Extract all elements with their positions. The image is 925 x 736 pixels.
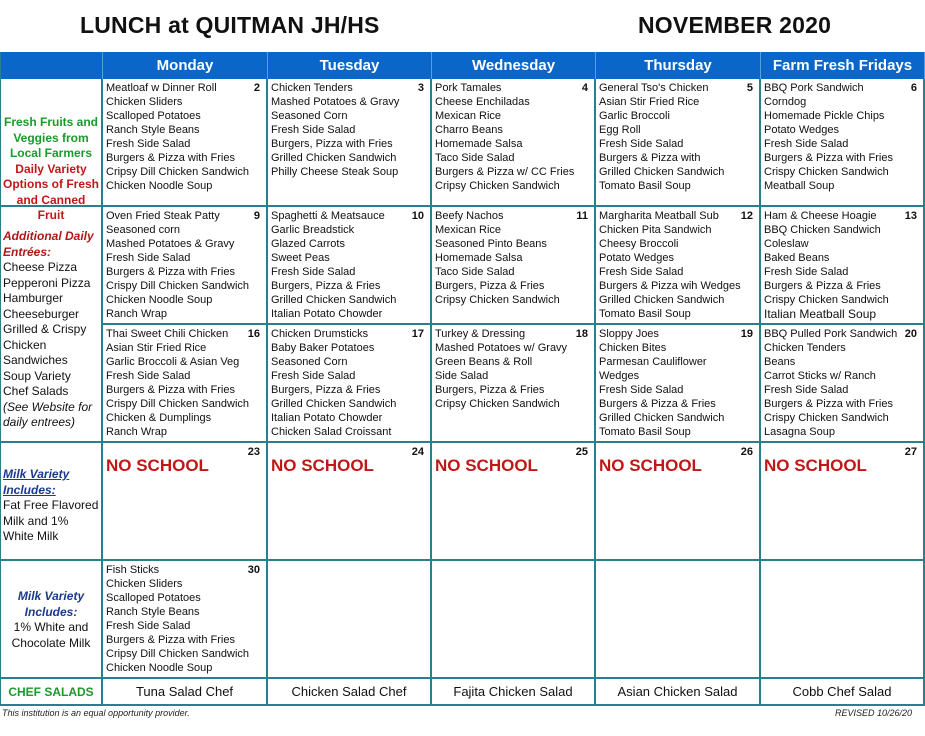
menu-item: Homemade Salsa: [435, 138, 523, 150]
fruits-variety-text: Daily Variety Options of Fresh and Canned Fruit: [3, 161, 99, 222]
milk-title-2: Milk Variety Includes:: [17, 589, 85, 619]
menu-item: Potato Wedges: [764, 124, 840, 136]
day-header-thursday: Thursday: [596, 52, 761, 79]
month-title: NOVEMBER 2020: [638, 12, 832, 38]
menu-item: Charro Beans: [435, 124, 503, 136]
date-number: 18: [575, 328, 588, 340]
menu-item: Crispy Dill Chicken Sandwich: [106, 398, 250, 410]
date-number: 5: [746, 82, 753, 94]
day-cell-monday: [103, 79, 268, 207]
day-cell-wednesday: [432, 561, 596, 679]
menu-item: Burgers & Pizza with: [599, 152, 701, 164]
milk-text-1: Fat Free Flavored Milk and 1% White Milk: [3, 498, 99, 543]
menu-item: Burgers, Pizza & Fries: [435, 384, 545, 396]
day-cell-friday: [761, 207, 925, 325]
menu-item: Cripsy Chicken Sandwich: [435, 294, 560, 306]
date-number: 3: [417, 82, 424, 94]
menu-item: Corndog: [764, 96, 807, 108]
menu-item: Crispy Chicken Sandwich: [764, 166, 889, 178]
day-cell-tuesday: [268, 561, 432, 679]
menu-item: Sloppy Joes: [599, 328, 659, 340]
menu-item: Egg Roll: [599, 124, 641, 136]
menu-item: Fresh Side Salad: [599, 138, 684, 150]
side-fruits-note: [1, 79, 103, 222]
menu-item: BBQ Pork Sandwich: [764, 82, 864, 94]
chef-salad-thursday: Asian Chicken Salad: [596, 679, 761, 706]
menu-item: Italian Potato Chowder: [271, 308, 383, 320]
menu-item: Burgers, Pizza with Fries: [271, 138, 393, 150]
menu-item: Meatball Soup: [764, 180, 835, 192]
menu-item: Chicken Bites: [599, 342, 667, 354]
menu-item: Crispy Chicken Sandwich: [764, 412, 889, 424]
side-milk-note-2: [1, 561, 103, 679]
menu-item: Turkey & Dressing: [435, 328, 526, 340]
menu-item: Chicken Sliders: [106, 96, 183, 108]
day-cell-wednesday: [432, 325, 596, 443]
menu-item: Tomato Basil Soup: [599, 180, 691, 192]
menu-item: Fresh Side Salad: [271, 266, 356, 278]
day-cell-friday: [761, 443, 925, 561]
menu-item: Mexican Rice: [435, 110, 502, 122]
entree-item: Pepperoni Pizza: [3, 275, 91, 290]
menu-item: Chicken Tenders: [764, 342, 846, 354]
date-number: 6: [910, 82, 917, 94]
entree-item: Grilled & Crispy Chicken Sandwiches: [3, 322, 87, 367]
menu-item: General Tso's Chicken: [599, 82, 709, 94]
chef-salad-wednesday: Fajita Chicken Salad: [432, 679, 596, 706]
header-corner: [1, 52, 103, 79]
menu-item: Coleslaw: [764, 238, 809, 250]
no-school-label: NO SCHOOL: [271, 456, 374, 475]
menu-item: Mashed Potatoes w/ Gravy: [435, 342, 568, 354]
menu-item: Cripsy Dill Chicken Sandwich: [106, 648, 250, 660]
menu-item: Ranch Style Beans: [106, 606, 200, 618]
day-cell-thursday: [596, 79, 761, 207]
menu-item: Burgers & Pizza with Fries: [106, 634, 235, 646]
menu-item: Chicken Noodle Soup: [106, 294, 213, 306]
menu-item: Burgers & Pizza with Fries: [106, 152, 235, 164]
menu-item: Garlic Breadstick: [271, 224, 355, 236]
chef-salad-friday: Cobb Chef Salad: [761, 679, 925, 706]
date-number: 9: [253, 210, 260, 222]
menu-item: Chicken Sliders: [106, 578, 183, 590]
menu-item: Cheese Enchiladas: [435, 96, 530, 108]
day-cell-thursday: [596, 325, 761, 443]
menu-item: Mashed Potatoes & Gravy: [271, 96, 400, 108]
entree-item: Cheeseburger: [3, 306, 80, 321]
date-number: 16: [247, 328, 260, 340]
menu-item: Fresh Side Salad: [599, 384, 684, 396]
menu-item: Garlic Broccoli: [599, 110, 670, 122]
day-cell-friday: [761, 561, 925, 679]
menu-item: Fresh Side Salad: [106, 252, 191, 264]
date-number: 30: [247, 564, 260, 576]
menu-item: Tomato Basil Soup: [599, 308, 691, 320]
menu-item: Burgers & Pizza wih Wedges: [599, 280, 741, 292]
menu-item: Burgers & Pizza with Fries: [106, 384, 235, 396]
side-milk-note-1: [1, 443, 103, 561]
menu-item: Chicken Drumsticks: [271, 328, 369, 340]
date-number: 20: [904, 328, 917, 340]
menu-item: Tomato Basil Soup: [599, 426, 691, 438]
day-cell-thursday: [596, 207, 761, 325]
menu-item: Fresh Side Salad: [599, 266, 684, 278]
date-number: 23: [247, 446, 260, 458]
menu-item: Ranch Style Beans: [106, 124, 200, 136]
date-number: 24: [411, 446, 424, 458]
day-cell-monday: [103, 325, 268, 443]
day-header-monday: Monday: [103, 52, 268, 79]
menu-item: Fresh Side Salad: [764, 266, 849, 278]
entree-item: Hamburger: [3, 291, 64, 305]
day-cell-tuesday: [268, 79, 432, 207]
menu-item: Seasoned Corn: [271, 356, 348, 368]
menu-item: Grilled Chicken Sandwich: [271, 294, 397, 306]
day-cell-monday: [103, 207, 268, 325]
menu-item: Asian Stir Fried Rice: [599, 96, 700, 108]
no-school-label: NO SCHOOL: [106, 456, 209, 475]
menu-item: Homemade Salsa: [435, 252, 523, 264]
menu-item: Asian Stir Fried Rice: [106, 342, 207, 354]
menu-item: Glazed Carrots: [271, 238, 345, 250]
menu-item: Beans: [764, 356, 796, 368]
menu-item: Scalloped Potatoes: [106, 110, 201, 122]
menu-item: Grilled Chicken Sandwich: [599, 166, 725, 178]
menu-item: Fresh Side Salad: [106, 370, 191, 382]
menu-item: Scalloped Potatoes: [106, 592, 201, 604]
entree-item: Soup Variety: [3, 368, 71, 383]
revised-date: REVISED 10/26/20: [834, 708, 912, 718]
menu-item: Chicken Tenders: [271, 82, 353, 94]
no-school-label: NO SCHOOL: [599, 456, 702, 475]
date-number: 11: [576, 210, 588, 222]
menu-item: Seasoned corn: [106, 224, 180, 236]
menu-item: Burgers & Pizza with Fries: [764, 398, 893, 410]
day-cell-tuesday: [268, 443, 432, 561]
menu-item: Fresh Side Salad: [106, 138, 191, 150]
menu-item: Cheesy Broccoli: [599, 238, 679, 250]
menu-item: Margharita Meatball Sub: [599, 210, 719, 222]
menu-item: Meatloaf w Dinner Roll: [106, 82, 217, 94]
menu-item: Crispy Chicken Sandwich: [764, 294, 889, 306]
menu-item: Cripsy Dill Chicken Sandwich: [106, 166, 250, 178]
day-cell-monday: [103, 443, 268, 561]
menu-item: Fish Sticks: [106, 564, 160, 576]
date-number: 2: [253, 82, 260, 94]
menu-item: Ranch Wrap: [106, 308, 167, 320]
date-number: 10: [411, 210, 424, 222]
date-number: 26: [740, 446, 753, 458]
menu-item: Fresh Side Salad: [271, 370, 356, 382]
milk-title-1: Milk Variety Includes:: [3, 467, 70, 497]
menu-item: Taco Side Salad: [435, 152, 515, 164]
menu-calendar: [0, 52, 924, 706]
entree-item: Chef Salads: [3, 384, 69, 398]
menu-item: Fresh Side Salad: [764, 384, 849, 396]
day-cell-monday: [103, 561, 268, 679]
menu-item: Homemade Pickle Chips: [764, 110, 885, 122]
menu-item: Cripsy Chicken Sandwich: [435, 180, 560, 192]
menu-item: Side Salad: [435, 370, 489, 382]
menu-item: Baked Beans: [764, 252, 830, 264]
equal-opportunity-note: This institution is an equal opportunity provider.: [2, 708, 190, 718]
day-cell-tuesday: [268, 207, 432, 325]
menu-item: Spaghetti & Meatsauce: [271, 210, 385, 222]
menu-item: Italian Potato Chowder: [271, 412, 383, 424]
menu-item: Oven Fried Steak Patty: [106, 210, 220, 222]
menu-item: Carrot Sticks w/ Ranch: [764, 370, 876, 382]
menu-item: Burgers & Pizza & Fries: [599, 398, 716, 410]
menu-item: Green Beans & Roll: [435, 356, 533, 368]
menu-item: Cripsy Chicken Sandwich: [435, 398, 560, 410]
chef-salad-tuesday: Chicken Salad Chef: [268, 679, 432, 706]
day-header-wednesday: Wednesday: [432, 52, 596, 79]
day-cell-wednesday: [432, 207, 596, 325]
menu-item: Chicken Noodle Soup: [106, 180, 213, 192]
menu-item: Burgers, Pizza & Fries: [271, 384, 381, 396]
menu-item: Fresh Side Salad: [271, 124, 356, 136]
date-number: 27: [904, 446, 917, 458]
entrees-website-note: (See Website for daily entrees): [3, 399, 93, 429]
menu-item: Italian Meatball Soup: [764, 307, 877, 321]
day-header-tuesday: Tuesday: [268, 52, 432, 79]
menu-item: BBQ Chicken Sandwich: [764, 224, 881, 236]
day-cell-tuesday: [268, 325, 432, 443]
menu-item: Pork Tamales: [435, 82, 502, 94]
menu-item: Baby Baker Potatoes: [271, 342, 375, 354]
entrees-title: Additional Daily Entrées:: [3, 229, 94, 259]
chef-salad-monday: Tuna Salad Chef: [103, 679, 268, 706]
menu-item: Ham & Cheese Hoagie: [764, 210, 877, 222]
menu-item: Fresh Side Salad: [106, 620, 191, 632]
menu-item: Fresh Side Salad: [764, 138, 849, 150]
menu-item: Seasoned Pinto Beans: [435, 238, 547, 250]
menu-item: Sweet Peas: [271, 252, 330, 264]
menu-item: Chicken Pita Sandwich: [599, 224, 712, 236]
menu-item: BBQ Pulled Pork Sandwich: [764, 328, 898, 340]
menu-item: Chicken & Dumplings: [106, 412, 212, 424]
menu-item: Chicken Salad Croissant: [271, 426, 392, 438]
date-number: 19: [740, 328, 753, 340]
menu-item: Burgers & Pizza with Fries: [106, 266, 235, 278]
day-cell-wednesday: [432, 443, 596, 561]
menu-item: Mexican Rice: [435, 224, 502, 236]
menu-item: Crispy Dill Chicken Sandwich: [106, 280, 250, 292]
entree-item: Cheese Pizza: [3, 260, 78, 274]
menu-item: Burgers, Pizza & Fries: [271, 280, 381, 292]
date-number: 12: [740, 210, 753, 222]
menu-item: Burgers & Pizza & Fries: [764, 280, 881, 292]
menu-item: Seasoned Corn: [271, 110, 348, 122]
no-school-label: NO SCHOOL: [764, 456, 867, 475]
date-number: 13: [904, 210, 917, 222]
menu-item: Grilled Chicken Sandwich: [271, 398, 397, 410]
menu-item: Mashed Potatoes & Gravy: [106, 238, 235, 250]
menu-item: Burgers & Pizza w/ CC Fries: [435, 166, 575, 178]
menu-item: Philly Cheese Steak Soup: [271, 166, 399, 178]
day-cell-friday: [761, 325, 925, 443]
date-number: 17: [411, 328, 424, 340]
menu-item: Parmesan Cauliflower: [599, 356, 707, 368]
date-number: 25: [575, 446, 588, 458]
menu-item: Beefy Nachos: [435, 210, 504, 222]
menu-item: Grilled Chicken Sandwich: [271, 152, 397, 164]
menu-item: Potato Wedges: [599, 252, 675, 264]
page-title: LUNCH at QUITMAN JH/HS: [80, 12, 380, 38]
menu-item: Ranch Wrap: [106, 426, 167, 438]
day-cell-thursday: [596, 443, 761, 561]
no-school-label: NO SCHOOL: [435, 456, 538, 475]
menu-item: Thai Sweet Chili Chicken: [106, 328, 229, 340]
day-header-friday: Farm Fresh Fridays: [761, 52, 925, 79]
fruits-local-text: Fresh Fruits and Veggies from Local Farmers: [3, 115, 98, 160]
menu-item: Grilled Chicken Sandwich: [599, 412, 725, 424]
day-cell-thursday: [596, 561, 761, 679]
menu-item: Burgers & Pizza with Fries: [764, 152, 893, 164]
menu-item: Wedges: [599, 370, 640, 382]
menu-item: Burgers, Pizza & Fries: [435, 280, 545, 292]
menu-item: Garlic Broccoli & Asian Veg: [106, 356, 240, 368]
milk-text-2: 1% White and Chocolate Milk: [11, 620, 91, 650]
chef-salads-label: CHEF SALADS: [1, 679, 103, 706]
side-entrees-note: [1, 207, 103, 443]
day-cell-friday: [761, 79, 925, 207]
date-number: 4: [581, 82, 588, 94]
menu-item: Lasagna Soup: [764, 426, 835, 438]
menu-item: Taco Side Salad: [435, 266, 515, 278]
menu-item: Grilled Chicken Sandwich: [599, 294, 725, 306]
menu-item: Chicken Noodle Soup: [106, 662, 213, 674]
day-cell-wednesday: [432, 79, 596, 207]
